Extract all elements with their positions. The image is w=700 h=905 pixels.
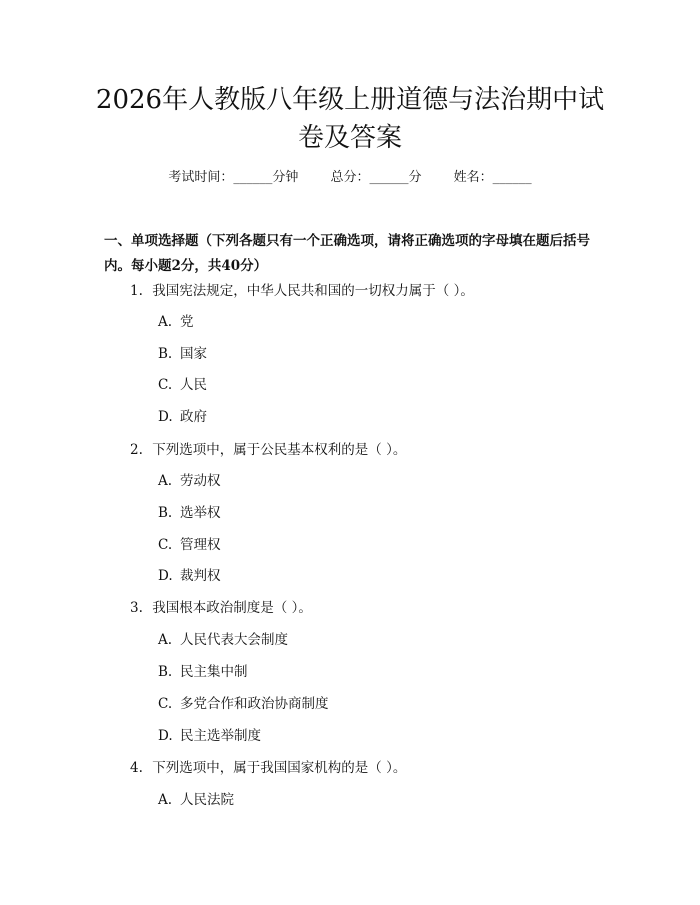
option-1d — [158, 407, 558, 427]
option-label: D. — [158, 409, 173, 425]
section-heading-single-choice: 一、单项选择题（下列各题只有一个正确选项，请将正确选项的字母填在题后括号内。每小题2分，共40分） — [104, 233, 590, 274]
question-1 — [130, 281, 590, 301]
question-3 — [130, 598, 590, 618]
option-text: 国家 — [180, 346, 207, 362]
option-3d — [158, 726, 558, 746]
question-number: 2. — [130, 442, 143, 458]
option-label: B. — [158, 505, 173, 521]
option-1c — [158, 375, 558, 395]
option-2c — [158, 535, 558, 555]
document-title-line-2: 卷及答案 — [297, 123, 402, 153]
option-label: B. — [158, 664, 173, 680]
option-label: C. — [158, 537, 173, 553]
option-3a — [158, 630, 558, 650]
exam-info-bar — [0, 168, 700, 188]
question-text: 下列选项中，属于公民基本权利的是（ ）。 — [152, 442, 407, 458]
exam-time-field: 考试时间：______分钟 — [168, 170, 299, 185]
question-number: 1. — [130, 283, 143, 299]
option-text: 多党合作和政治协商制度 — [180, 696, 329, 712]
option-text: 人民法院 — [180, 792, 234, 808]
question-4 — [130, 758, 590, 778]
option-text: 民主选举制度 — [180, 728, 261, 744]
option-text: 管理权 — [180, 537, 221, 553]
question-2 — [130, 440, 590, 460]
option-text: 选举权 — [180, 505, 221, 521]
option-label: B. — [158, 346, 173, 362]
option-2a — [158, 471, 558, 491]
option-text: 民主集中制 — [180, 664, 248, 680]
option-label: A. — [158, 473, 173, 489]
option-label: C. — [158, 696, 173, 712]
question-text: 下列选项中，属于我国国家机构的是（ ）。 — [152, 760, 407, 776]
option-1b — [158, 344, 558, 364]
option-text: 人民代表大会制度 — [180, 632, 288, 648]
document-title-line-1: 2026年人教版八年级上册道德与法治期中试 — [95, 85, 605, 115]
option-text: 政府 — [180, 409, 207, 425]
question-text: 我国根本政治制度是（ ）。 — [152, 600, 312, 616]
student-name-field: 姓名：______ — [453, 170, 532, 185]
option-4a — [158, 790, 558, 810]
option-text: 裁判权 — [180, 568, 221, 584]
option-label: D. — [158, 568, 173, 584]
option-text: 劳动权 — [180, 473, 221, 489]
option-3c — [158, 694, 558, 714]
option-1a — [158, 312, 558, 332]
total-score-field: 总分：______分 — [330, 170, 422, 185]
option-2d — [158, 566, 558, 586]
option-label: D. — [158, 728, 173, 744]
question-number: 4. — [130, 760, 143, 776]
option-2b — [158, 503, 558, 523]
option-label: A. — [158, 314, 173, 330]
option-label: A. — [158, 632, 173, 648]
question-text: 我国宪法规定，中华人民共和国的一切权力属于（ ）。 — [152, 283, 474, 299]
question-number: 3. — [130, 600, 143, 616]
option-3b — [158, 662, 558, 682]
option-label: C. — [158, 377, 173, 393]
option-label: A. — [158, 792, 173, 808]
option-text: 党 — [180, 314, 194, 330]
option-text: 人民 — [180, 377, 207, 393]
